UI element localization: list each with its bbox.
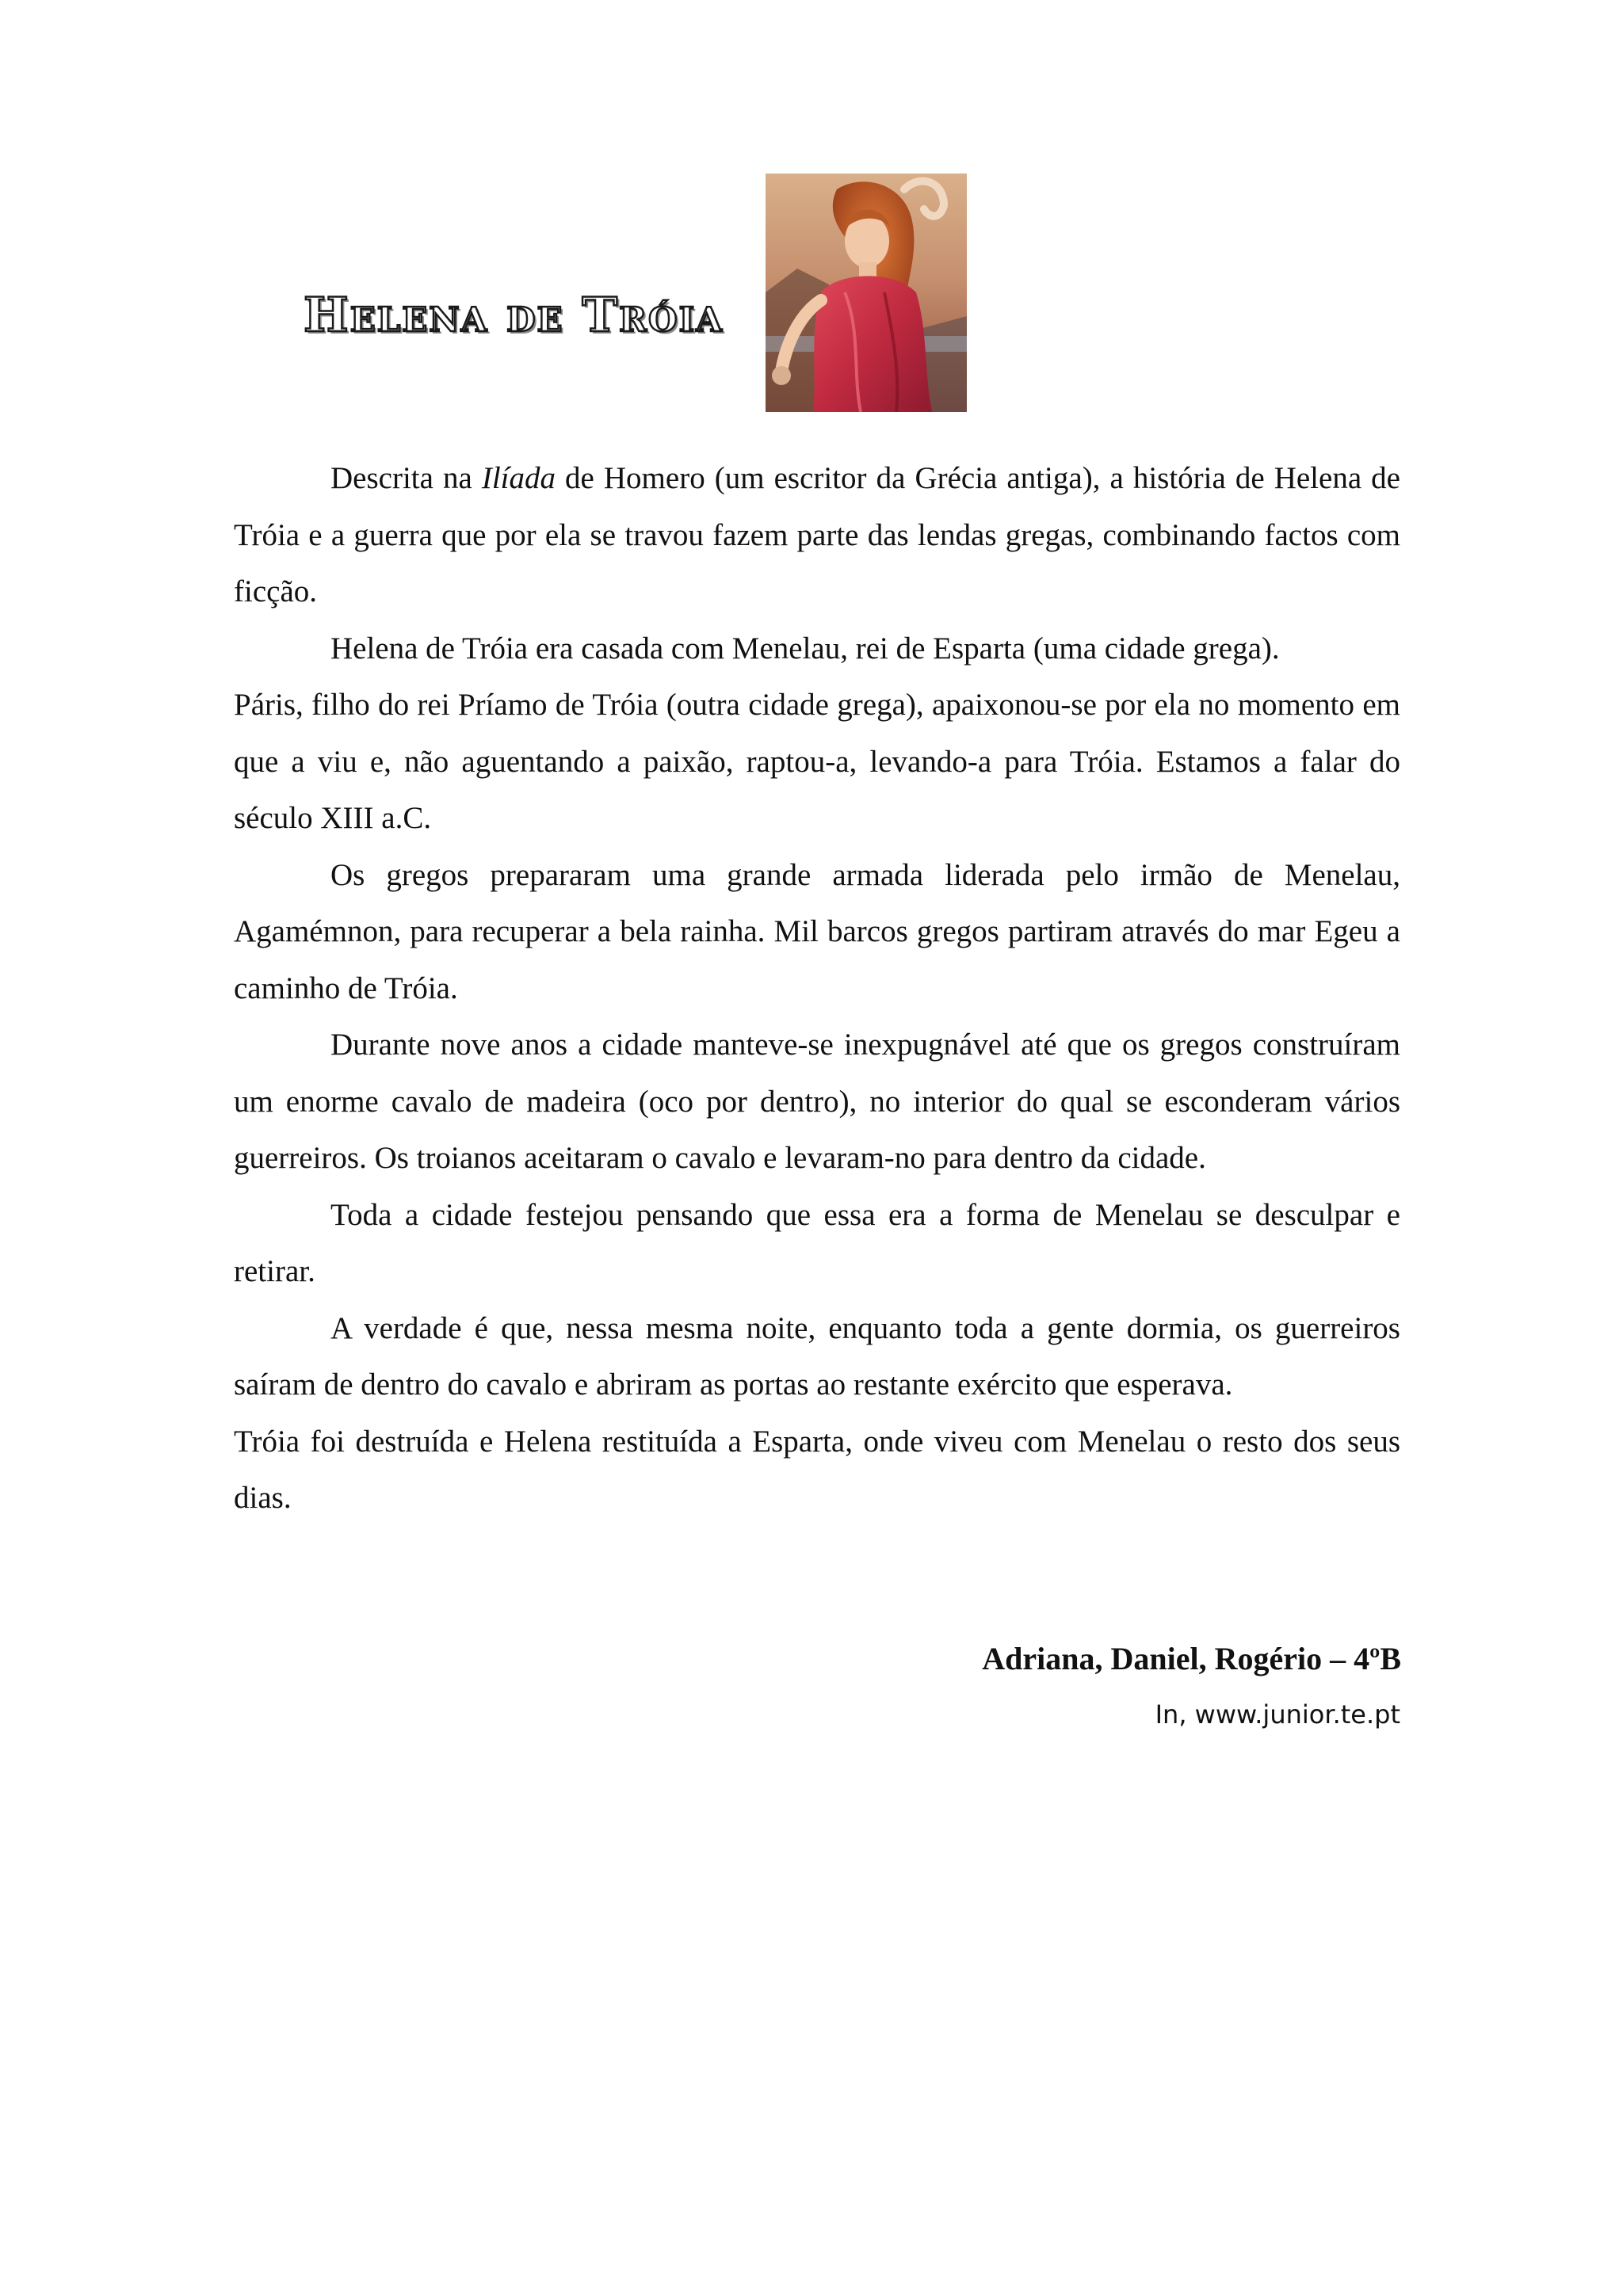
paragraph-8: Tróia foi destruída e Helena restituída a Esparta, onde viveu com Menelau o resto dos seus dias. (234, 1424, 1400, 1515)
paragraph-3: Páris, filho do rei Príamo de Tróia (outra cidade grega), apaixonou-se por ela no momento em que a viu e, não aguentando a paixão, raptou-a, levando-a para Tróia. Estamos a falar do século XIII a.C. (234, 688, 1400, 835)
author-credit: Adriana, Daniel, Rogério – 4ºB (982, 1641, 1401, 1676)
paragraph-4: Os gregos prepararam uma grande armada liderada pelo irmão de Menelau, Agamémnon, para recuperar a bela rainha. Mil barcos gregos partiram através do mar Egeu a caminho de Tróia. (234, 857, 1400, 1005)
paragraph-1 (234, 450, 1400, 620)
paragraph-6: Toda a cidade festejou pensando que essa era a forma de Menelau se desculpar e retirar. (234, 1197, 1400, 1288)
paragraph-5: Durante nove anos a cidade manteve-se inexpugnável até que os gregos construíram um enorme cavalo de madeira (oco por dentro), no interior do qual se esconderam vários guerreiros. Os troianos aceitaram o cavalo e levaram-no para dentro da cidade. (234, 1028, 1400, 1175)
source-credit: In, www.junior.te.pt (1155, 1699, 1400, 1730)
paragraph-1-end: de Homero (um escritor da Grécia antiga), a história de Helena de Tróia e a guerra que por ela se travou fazem parte das lendas gregas, combinando factos com ficção. (234, 461, 1400, 608)
paragraph-1-start: Descrita na (330, 461, 482, 495)
article-body (234, 450, 1400, 1527)
iliada-title: Ilíada (481, 461, 556, 495)
helen-portrait-image (766, 174, 967, 412)
page-title: Helena de Tróia (304, 288, 724, 343)
paragraph-2: Helena de Tróia era casada com Menelau, rei de Esparta (uma cidade grega). (330, 631, 1280, 666)
painting-icon (766, 174, 967, 412)
paragraph-7: A verdade é que, nessa mesma noite, enquanto toda a gente dormia, os guerreiros saíram de dentro do cavalo e abriram as portas ao restante exército que esperava. (234, 1310, 1400, 1402)
